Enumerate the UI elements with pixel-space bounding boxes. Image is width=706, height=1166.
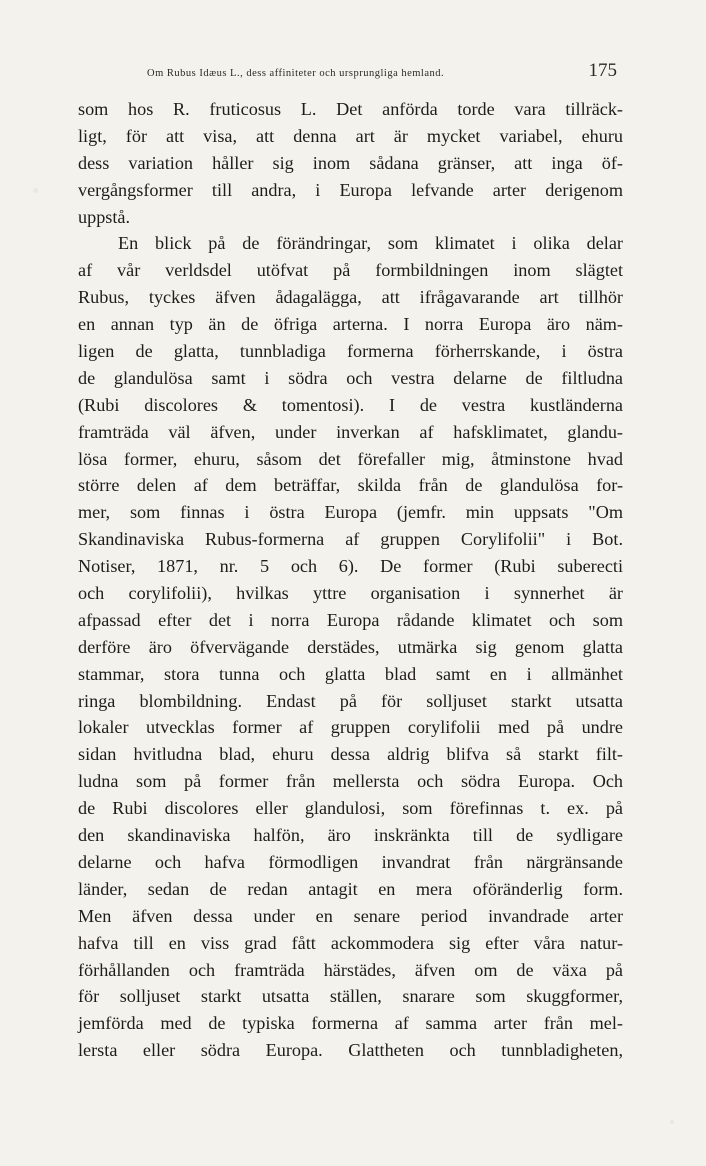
- text-line: länder, sedan de redan antagit en mera oföränderlig form.: [78, 878, 623, 899]
- text-line: vergångsformer till andra, i Europa lefvande arter derigenom: [78, 179, 623, 200]
- text-line: lersta eller södra Europa. Glattheten och tunnbladigheten,: [78, 1040, 623, 1061]
- text-line: de glandulösa samt i södra och vestra delarne de filtludna: [78, 367, 623, 388]
- text-line: hafva till en viss grad fått ackommodera sig efter våra natur-: [78, 932, 623, 953]
- text-line: uppstå.: [78, 206, 131, 227]
- text-line: afpassad efter det i norra Europa rådande klimatet och som: [78, 609, 623, 630]
- text-line: mer, som finnas i östra Europa (jemfr. min uppsats "Om: [78, 502, 623, 523]
- text-line: och corylifolii), hvilkas yttre organisation i synnerhet är: [78, 583, 623, 604]
- text-line: Rubus, tyckes äfven ådagalägga, att ifrågavarande art tillhör: [78, 287, 623, 308]
- text-line: delarne och hafva förmodligen invandrat från närgränsande: [78, 851, 623, 872]
- text-line: de Rubi discolores eller glandulosi, som förefinnas t. ex. på: [78, 798, 623, 819]
- text-line: En blick på de förändringar, som klimatet i olika delar: [118, 233, 623, 254]
- text-line: som hos R. fruticosus L. Det anförda torde vara tillräck-: [78, 99, 623, 119]
- text-line: förhållanden och framträda härstädes, äfven om de växa på: [78, 959, 623, 980]
- text-line: lokaler utvecklas former af gruppen corylifolii med på undre: [78, 717, 623, 738]
- running-head: Om Rubus Idæus L., dess affiniteter och ursprungliga hemland.: [147, 68, 445, 79]
- text-line: större delen af dem beträffar, skilda från de glandulösa for-: [78, 475, 623, 496]
- text-line: stammar, stora tunna och glatta blad samt en i allmänhet: [78, 663, 623, 684]
- body-text: [78, 96, 623, 1064]
- page-header: [147, 60, 617, 90]
- text-line: framträda väl äfven, under inverkan af hafsklimatet, glandu-: [78, 421, 623, 442]
- text-line: ringa blombildning. Endast på för solljuset starkt utsatta: [78, 690, 623, 711]
- text-line: sidan hvitludna blad, ehuru dessa aldrig blifva så starkt filt-: [78, 744, 623, 765]
- text-line: af vår verldsdel utöfvat på formbildningen inom slägtet: [78, 260, 623, 281]
- text-line: (Rubi discolores & tomentosi). I de vestra kustländerna: [78, 394, 623, 415]
- text-line: Men äfven dessa under en senare period invandrade arter: [78, 905, 623, 926]
- text-line: för solljuset starkt utsatta ställen, snarare som skuggformer,: [78, 986, 623, 1007]
- page-number: 175: [588, 60, 617, 81]
- text-line: derföre äro öfvervägande derstädes, utmärka sig genom glatta: [78, 636, 623, 657]
- text-line: jemförda med de typiska formerna af samma arter från mel-: [78, 1013, 623, 1034]
- text-line: ludna som på former från mellersta och södra Europa. Och: [78, 771, 623, 792]
- text-line: Skandinaviska Rubus-formerna af gruppen Corylifolii" i Bot.: [78, 529, 623, 550]
- scan-speck: [33, 188, 38, 193]
- text-line: ligen de glatta, tunnbladiga formerna förherrskande, i östra: [78, 341, 623, 362]
- text-line: Notiser, 1871, nr. 5 och 6). De former (Rubi suberecti: [78, 556, 623, 577]
- text-line: lösa former, ehuru, såsom det förefaller mig, åtminstone hvad: [78, 448, 623, 469]
- text-line: dess variation håller sig inom sådana gränser, att inga öf-: [78, 152, 623, 173]
- text-line: ligt, för att visa, att denna art är mycket variabel, ehuru: [78, 125, 623, 146]
- text-line: en annan typ än de öfriga arterna. I norra Europa äro näm-: [78, 314, 623, 335]
- text-line: den skandinaviska halfön, äro inskränkta till de sydligare: [78, 825, 623, 846]
- scan-speck: [670, 1120, 674, 1124]
